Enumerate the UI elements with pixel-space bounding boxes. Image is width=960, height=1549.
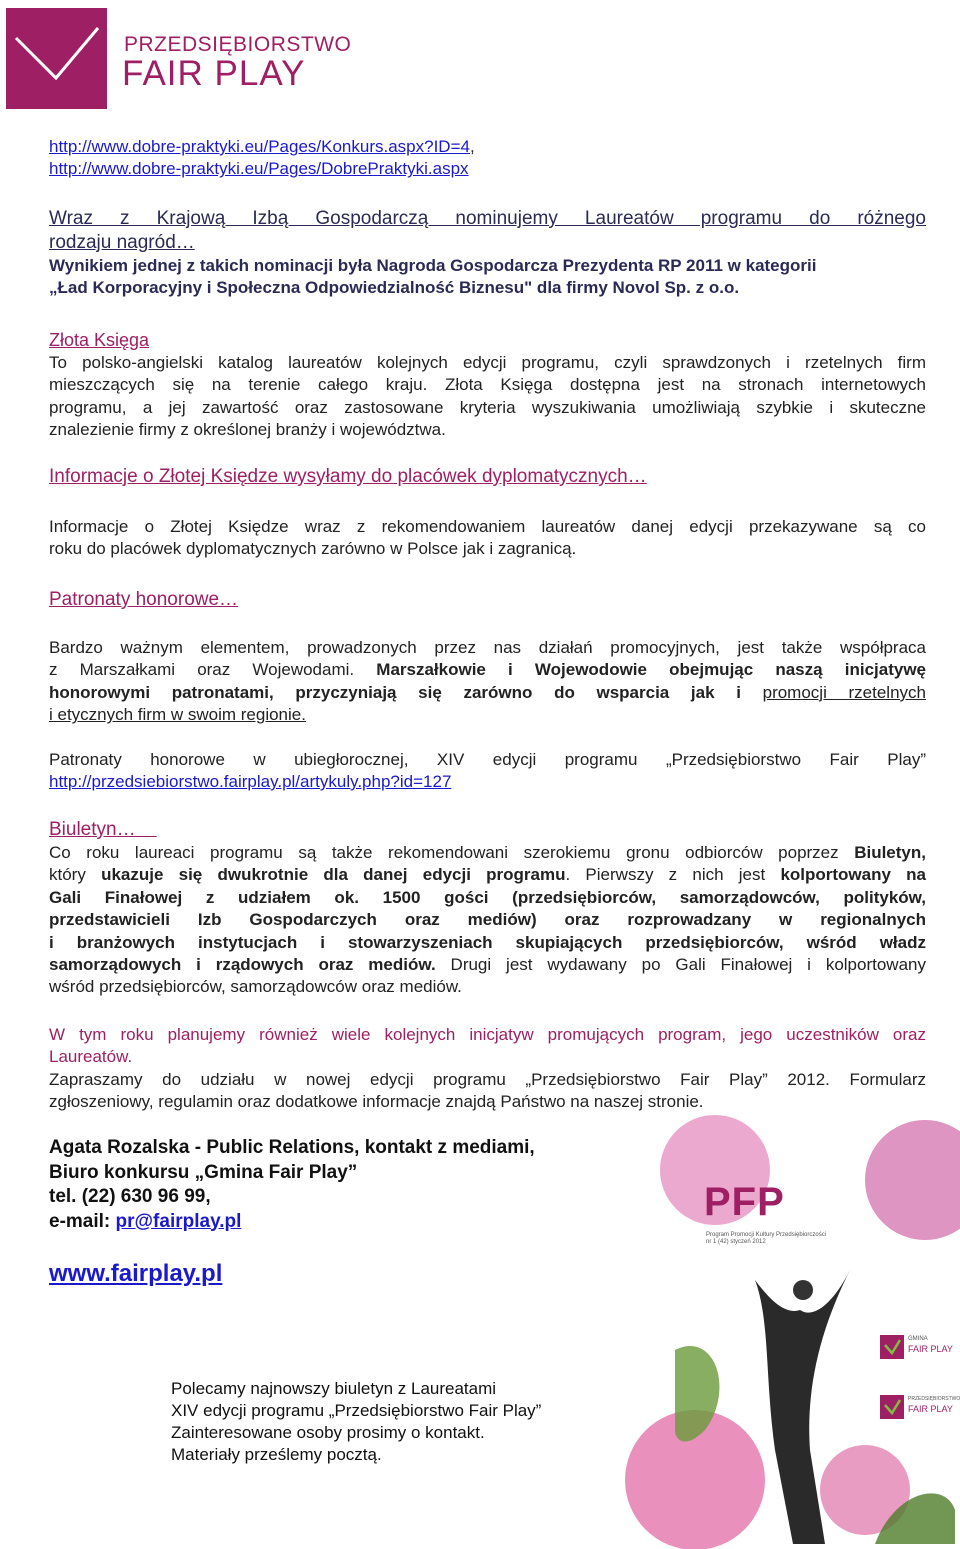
- informacje-heading: Informacje o Złotej Księdze wysyłamy do placówek dyplomatycznych…: [49, 466, 647, 487]
- zlota-line-3: programu, a jej zawartość oraz zastosowane kryteria wyszukiwania umożliwiają szybkie i skuteczne: [49, 397, 926, 417]
- biuletyn-line-5: i branżowych instytucjach i stowarzyszeniach skupiających przedsiębiorców, wśród władz: [49, 932, 926, 952]
- biuletyn-line-2c: . Pierwszy z nich jest: [565, 865, 781, 885]
- cover-badge2-small: PRZEDSIĘBIORSTWO: [908, 1396, 960, 1402]
- bulletin-note: [171, 1378, 671, 1466]
- plans-line-1: W tym roku planujemy również wiele kolejnych inicjatyw promujących program, jego uczestników oraz: [49, 1025, 926, 1044]
- patronaty-line-3: [49, 682, 926, 704]
- patronaty-section: [49, 589, 926, 793]
- website-row: [49, 1260, 222, 1288]
- bulletin-note-line-4: Materiały prześlemy pocztą.: [171, 1445, 382, 1464]
- zlota-ksiega-section: [49, 328, 926, 442]
- biuletyn-line-3: Gali Finałowej z udziałem ok. 1500 gości (przedsiębiorców, samorządowców, polityków,: [49, 887, 926, 907]
- email-label: e-mail:: [49, 1210, 116, 1232]
- top-links: [49, 136, 929, 181]
- plans-line-4: zgłoszeniowy, regulamin oraz dodatkowe informacje znajdą Państwo na naszej stronie.: [49, 1092, 704, 1112]
- contact-line-1: Agata Rozalska - Public Relations, kontakt z mediami,: [49, 1137, 535, 1158]
- patronaty-line-2b: Marszałkowie i Wojewodowie obejmując naszą inicjatywę: [376, 660, 926, 680]
- biuletyn-line-1b: Biuletyn,: [854, 843, 926, 862]
- biuletyn-line-6a: samorządowych i rządowych oraz mediów.: [49, 955, 436, 975]
- plans-section: [49, 1024, 926, 1114]
- email-link[interactable]: pr@fairplay.pl: [115, 1210, 242, 1232]
- nomination-heading-1: Wraz z Krajową Izbą Gospodarczą nominujemy Laureatów programu do różnego: [49, 208, 926, 229]
- informacje-line-2: roku do placówek dyplomatycznych zarówno w Polsce jak i zagranicą.: [49, 539, 577, 559]
- bulletin-note-line-1: Polecamy najnowszy biuletyn z Laureatami: [171, 1379, 497, 1398]
- logo-line2: FAIR PLAY: [122, 54, 306, 93]
- bulletin-cover-image: [675, 1150, 960, 1544]
- patronaty-line-2a: z Marszałkami oraz Wojewodami.: [49, 660, 377, 680]
- patronaty-line-3b: promocji rzetelnych: [762, 682, 926, 702]
- biuletyn-line-1a: Co roku laureaci programu są także rekomendowani szerokiemu gronu odbiorców poprzez: [49, 843, 855, 862]
- konkurs-link[interactable]: http://www.dobre-praktyki.eu/Pages/Konkurs.aspx?ID=4: [49, 137, 470, 156]
- plans-line-3: Zapraszamy do udziału w nowej edycji programu „Przedsiębiorstwo Fair Play” 2012. Formularz: [49, 1069, 926, 1089]
- cover-badge1-big: FAIR PLAY: [908, 1344, 953, 1354]
- link-separator: ,: [469, 137, 475, 156]
- cover-badge2-big: FAIR PLAY: [908, 1404, 953, 1414]
- patronaty-line-3a: honorowymi patronatami, przyczyniają się zarówno do wsparcia jak i: [49, 682, 763, 702]
- nomination-section: [49, 207, 926, 300]
- nomination-line-2: „Ład Korporacyjny i Społeczna Odpowiedzialność Biznesu" dla firmy Novol Sp. z o.o.: [49, 278, 740, 298]
- zlota-line-1: To polsko-angielski katalog laureatów kolejnych edycji programu, czyli sprawdzonych i rzetelnych firm: [49, 353, 926, 372]
- nomination-line-1: Wynikiem jednej z takich nominacji była Nagroda Gospodarcza Prezydenta RP 2011 w kategorii: [49, 256, 817, 275]
- cover-subtitle-2: nr 1 (42) styczeń 2012: [706, 1239, 766, 1245]
- biuletyn-line-1: [49, 842, 926, 864]
- biuletyn-line-2: [49, 864, 926, 886]
- biuletyn-line-6b: Drugi jest wydawany po Gali Finałowej i kolportowany: [435, 955, 926, 975]
- patronaty-heading: Patronaty honorowe…: [49, 589, 239, 610]
- website-link[interactable]: www.fairplay.pl: [49, 1260, 223, 1287]
- patronaty-line-5: Patronaty honorowe w ubiegłorocznej, XIV edycji programu „Przedsiębiorstwo Fair Play”: [49, 749, 926, 769]
- patronaty-line-4: i etycznych firm w swoim regionie.: [49, 705, 306, 725]
- contact-block: [49, 1136, 669, 1234]
- zlota-line-2: mieszczących się na terenie całego kraju. Złota Księga dostępna jest na stronach internetowych: [49, 375, 926, 395]
- biuletyn-line-2b: ukazuje się dwukrotnie dla danej edycji programu: [101, 865, 566, 885]
- cover-badge1-small: GMINA: [908, 1336, 928, 1342]
- bulletin-note-line-2: XIV edycji programu „Przedsiębiorstwo Fair Play”: [171, 1401, 542, 1420]
- contact-phone: tel. (22) 630 96 99,: [49, 1186, 211, 1207]
- biuletyn-line-6: [49, 954, 926, 976]
- plans-line-2: Laureatów.: [49, 1047, 133, 1067]
- logo-line1: PRZEDSIĘBIORSTWO: [124, 33, 352, 56]
- biuletyn-line-4: przedstawicieli Izb Gospodarczych oraz mediów) oraz rozprowadzany w regionalnych: [49, 910, 926, 930]
- biuletyn-line-7: wśród przedsiębiorców, samorządowców oraz mediów.: [49, 977, 462, 997]
- patronaty-link[interactable]: http://przedsiebiorstwo.fairplay.pl/artykuly.php?id=127: [49, 772, 452, 792]
- contact-email-row: [49, 1210, 669, 1235]
- contact-line-2: Biuro konkursu „Gmina Fair Play”: [49, 1161, 358, 1183]
- bulletin-note-line-3: Zainteresowane osoby prosimy o kontakt.: [171, 1423, 485, 1442]
- patronaty-line-2: [49, 659, 926, 681]
- cover-title: PFP: [704, 1180, 785, 1224]
- biuletyn-section: [49, 818, 926, 999]
- dobre-praktyki-link[interactable]: http://www.dobre-praktyki.eu/Pages/DobrePraktyki.aspx: [49, 159, 469, 179]
- patronaty-line-1: Bardzo ważnym elementem, prowadzonych przez nas działań promocyjnych, jest także współpraca: [49, 638, 926, 657]
- informacje-line-1: Informacje o Złotej Księdze wraz z rekomendowaniem laureatów danej edycji przekazywane są co: [49, 517, 926, 536]
- cover-subtitle-1: Program Promocji Kultury Przedsiębiorczości: [706, 1232, 827, 1238]
- biuletyn-line-2a: który: [49, 865, 102, 885]
- logo-mark: [6, 8, 107, 109]
- zlota-ksiega-heading: Złota Księga: [49, 330, 150, 350]
- informacje-section: [49, 466, 926, 561]
- biuletyn-heading: Biuletyn…: [49, 819, 157, 840]
- biuletyn-line-2d: kolportowany na: [780, 865, 926, 885]
- company-logo: [6, 8, 352, 108]
- zlota-line-4: znalezienie firmy z określonej branży i województwa.: [49, 420, 446, 440]
- nomination-heading-2: rodzaju nagród…: [49, 232, 195, 253]
